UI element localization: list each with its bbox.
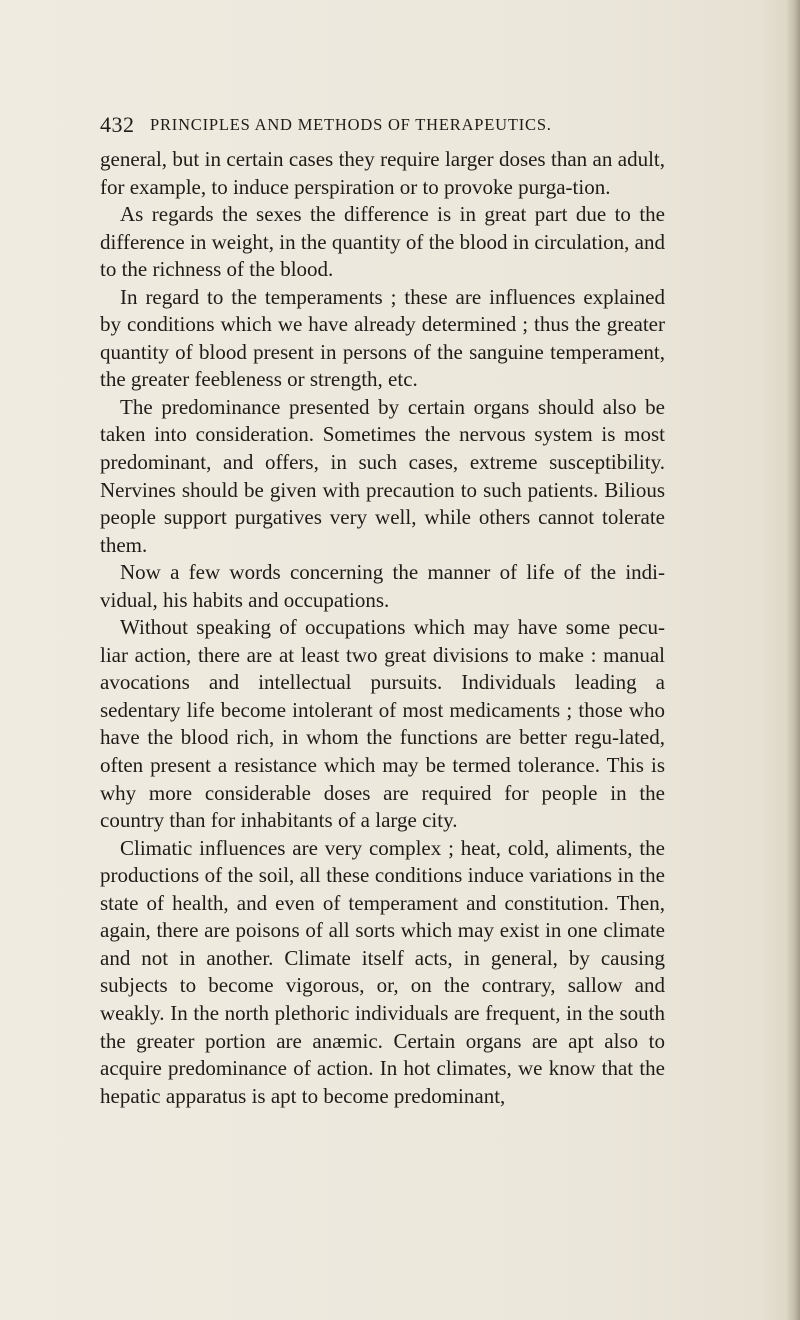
page-number: 432 <box>100 112 135 137</box>
paragraph: The predominance presented by certain organs should also be taken into consideration. Sometimes the nervous system is most predominant, and offers, in such cases, extreme susceptibility. Nervines should be given with precaution to such patients. Bilious people support purgatives very well, while others cannot tolerate them. <box>100 394 665 557</box>
paragraph: As regards the sexes the difference is in great part due to the difference in weight, in the quantity of the blood in circulation, and to the richness of the blood. <box>100 202 665 282</box>
paragraph: Climatic influences are very complex ; heat, cold, aliments, the productions of the soil, all these conditions induce variations in the state of health, and even of temperament and constitution. Then, again, there are poisons of all sorts which may exist in one climate and not in another. Climate itself acts, in general, by causing subjects to become vigorous, or, on the contrary, sallow and weakly. In the north plethoric individuals are frequent, in the south the greater portion are anæmic. Certain organs are apt also to acquire predominance of action. In hot climates, we know that the hepatic apparatus is apt to become predominant, <box>100 835 665 1108</box>
paragraph: Now a few words concerning the manner of life of the indi-vidual, his habits and occupations. <box>100 560 665 612</box>
paragraph: general, but in certain cases they require larger doses than an adult, for example, to induce perspiration or to provoke purga-tion. <box>100 147 665 199</box>
page-header <box>100 112 660 138</box>
page-edge-shadow <box>786 0 800 1320</box>
paragraph: Without speaking of occupations which may have some pecu-liar action, there are at least two great divisions to make : manual avocations and intellectual pursuits. Individuals leading a sedentary life become intolerant of most medicaments ; those who have the blood rich, in whom the functions are better regu-lated, often present a resistance which may be termed tolerance. This is why more considerable doses are required for people in the country than for inhabitants of a large city. <box>100 615 665 833</box>
body-text <box>100 146 665 1110</box>
running-head: PRINCIPLES AND METHODS OF THERAPEUTICS. <box>150 115 552 134</box>
paragraph: In regard to the temperaments ; these are influences explained by conditions which we have already determined ; thus the greater quantity of blood present in persons of the sanguine temperament, the greater feebleness or strength, etc. <box>100 284 665 392</box>
